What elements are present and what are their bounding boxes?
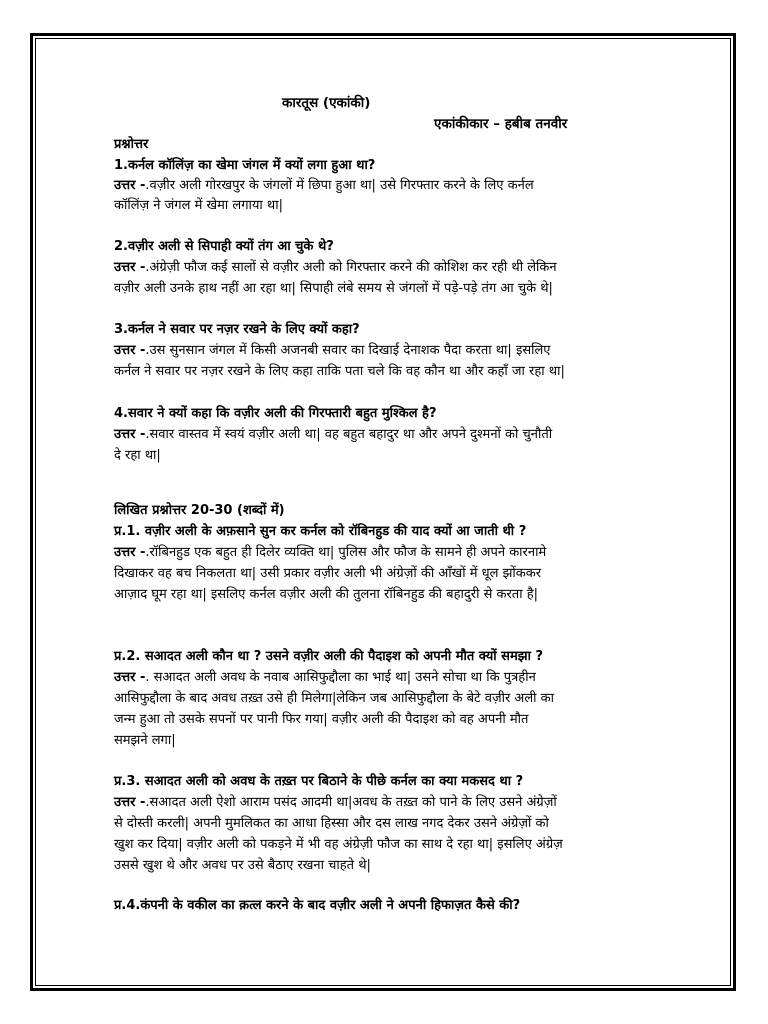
answer-p1-line-3: आज़ाद घूम रहा था| इसलिए कर्नल वज़ीर अली की तुलना रॉबिनहुड की बहादुरी से करता है| (114, 587, 538, 602)
answer-4-line-1: उत्तर -.सवार वास्तव में स्वयं वज़ीर अली था| वह बहुत बहादुर था और अपने दुश्मनों को चुनौती (114, 427, 553, 442)
question-p3: प्र.3. सआदत अली को अवध के तख़्त पर बिठाने के पीछे कर्नल का क्या मकसद था ? (114, 774, 524, 789)
question-3: 3.कर्नल ने सवार पर नज़र रखने के लिए क्यों कहा? (114, 322, 360, 337)
answer-p3-line-4: उससे खुश थे और अवध पर उसे बैठाए रखना चाहते थे| (114, 858, 371, 873)
answer-p2-line-2: आसिफुद्दौला के बाद अवध तख़्त उसे ही मिलेगा|लेकिन जब आसिफुद्दौला के बेटे वज़ीर अली का (114, 691, 555, 706)
answer-2-line-2: वज़ीर अली उनके हाथ नहीं आ रहा था| सिपाही लंबे समय से जंगलों में पड़े-पड़े तंग आ चुके थे| (114, 281, 553, 296)
section-heading-qa: प्रश्नोत्तर (114, 137, 149, 152)
answer-p1-line-1: उत्तर -.रॉबिनहुड एक बहुत ही दिलेर व्यक्ति था| पुलिस और फौज के सामने ही अपने कारनामे (114, 545, 547, 560)
answer-3-line-2: कर्नल ने सवार पर नज़र रखने के लिए कहा ताकि पता चले कि वह कौन था और कहाँ जा रहा था| (114, 364, 565, 379)
document-title: कारतूस (एकांकी) (282, 95, 371, 111)
answer-4-line-2: दे रहा था| (114, 448, 161, 463)
question-2: 2.वज़ीर अली से सिपाही क्यों तंग आ चुके थे? (114, 239, 334, 254)
answer-label: उत्तर - (114, 545, 146, 560)
answer-label: उत्तर - (114, 343, 146, 358)
answer-p3-line-3: खुश कर दिया| वज़ीर अली को पकड़ने में भी वह अंग्रेज़ी फौज का साथ दे रहा था| इसलिए अंग्रेज़ (114, 837, 563, 852)
question-p1: प्र.1. वज़ीर अली के अफ़साने सुन कर कर्नल को रॉबिनहुड की याद क्यों आ जाती थी ? (114, 524, 527, 539)
question-p2: प्र.2. सआदत अली कौन था ? उसने वज़ीर अली की पैदाइश को अपनी मौत क्यों समझा ? (114, 649, 544, 664)
question-4: 4.सवार ने क्यों कहा कि वज़ीर अली की गिरफ्तारी बहुत मुश्किल है? (114, 406, 437, 421)
answer-p2-line-1: उत्तर -. सआदत अली अवध के नवाब आसिफुद्दौला का भाई था| उसने सोचा था कि पुत्रहीन (114, 670, 536, 685)
section-heading-written: लिखित प्रश्नोत्तर 20-30 (शब्दों में) (114, 503, 285, 518)
answer-p2-line-4: समझने लगा| (114, 733, 176, 748)
question-p4: प्र.4.कंपनी के वकील का क़त्ल करने के बाद वज़ीर अली ने अपनी हिफाज़त कैसे की? (114, 898, 521, 913)
answer-p3-line-2: से दोस्ती करली| अपनी मुमलिकत का आधा हिस्सा और दस लाख नगद देकर उसने अंग्रेज़ों को (114, 816, 549, 831)
answer-p2-line-3: जन्म हुआ तो उसके सपनों पर पानी फिर गया| वज़ीर अली की पैदाइश को वह अपनी मौत (114, 712, 529, 727)
answer-label: उत्तर - (114, 795, 146, 810)
answer-p1-line-2: दिखाकर वह बच निकलता था| उसी प्रकार वज़ीर अली भी अंग्रेज़ों की आँखों में धूल झोंककर (114, 566, 542, 581)
answer-label: उत्तर - (114, 670, 146, 685)
answer-label: उत्तर - (114, 260, 146, 275)
question-1: 1.कर्नल कॉलिंज़ का खेमा जंगल में क्यों लगा हुआ था? (114, 158, 376, 173)
answer-1-line-2: कॉलिंज़ ने जंगल में खेमा लगाया था| (114, 198, 283, 213)
answer-p3-line-1: उत्तर -.सआदत अली ऐशो आराम पसंद आदमी था|अवध के तख़्त को पाने के लिए उसने अंग्रेज़ों (114, 795, 557, 810)
answer-2-line-1: उत्तर -.अंग्रेज़ी फौज कई सालों से वज़ीर अली को गिरफ्तार करने की कोशिश कर रही थी लेकिन (114, 260, 557, 275)
author-line: एकांकीकार – हबीब तनवीर (434, 116, 568, 132)
answer-3-line-1: उत्तर -.उस सुनसान जंगल में किसी अजनबी सवार का दिखाई देनाशक पैदा करता था| इसलिए (114, 343, 551, 358)
answer-1-line-1: उत्तर -.वज़ीर अली गोरखपुर के जंगलों में छिपा हुआ था| उसे गिरफ्तार करने के लिए कर्नल (114, 178, 534, 193)
answer-label: उत्तर - (114, 427, 146, 442)
answer-label: उत्तर - (114, 178, 146, 193)
